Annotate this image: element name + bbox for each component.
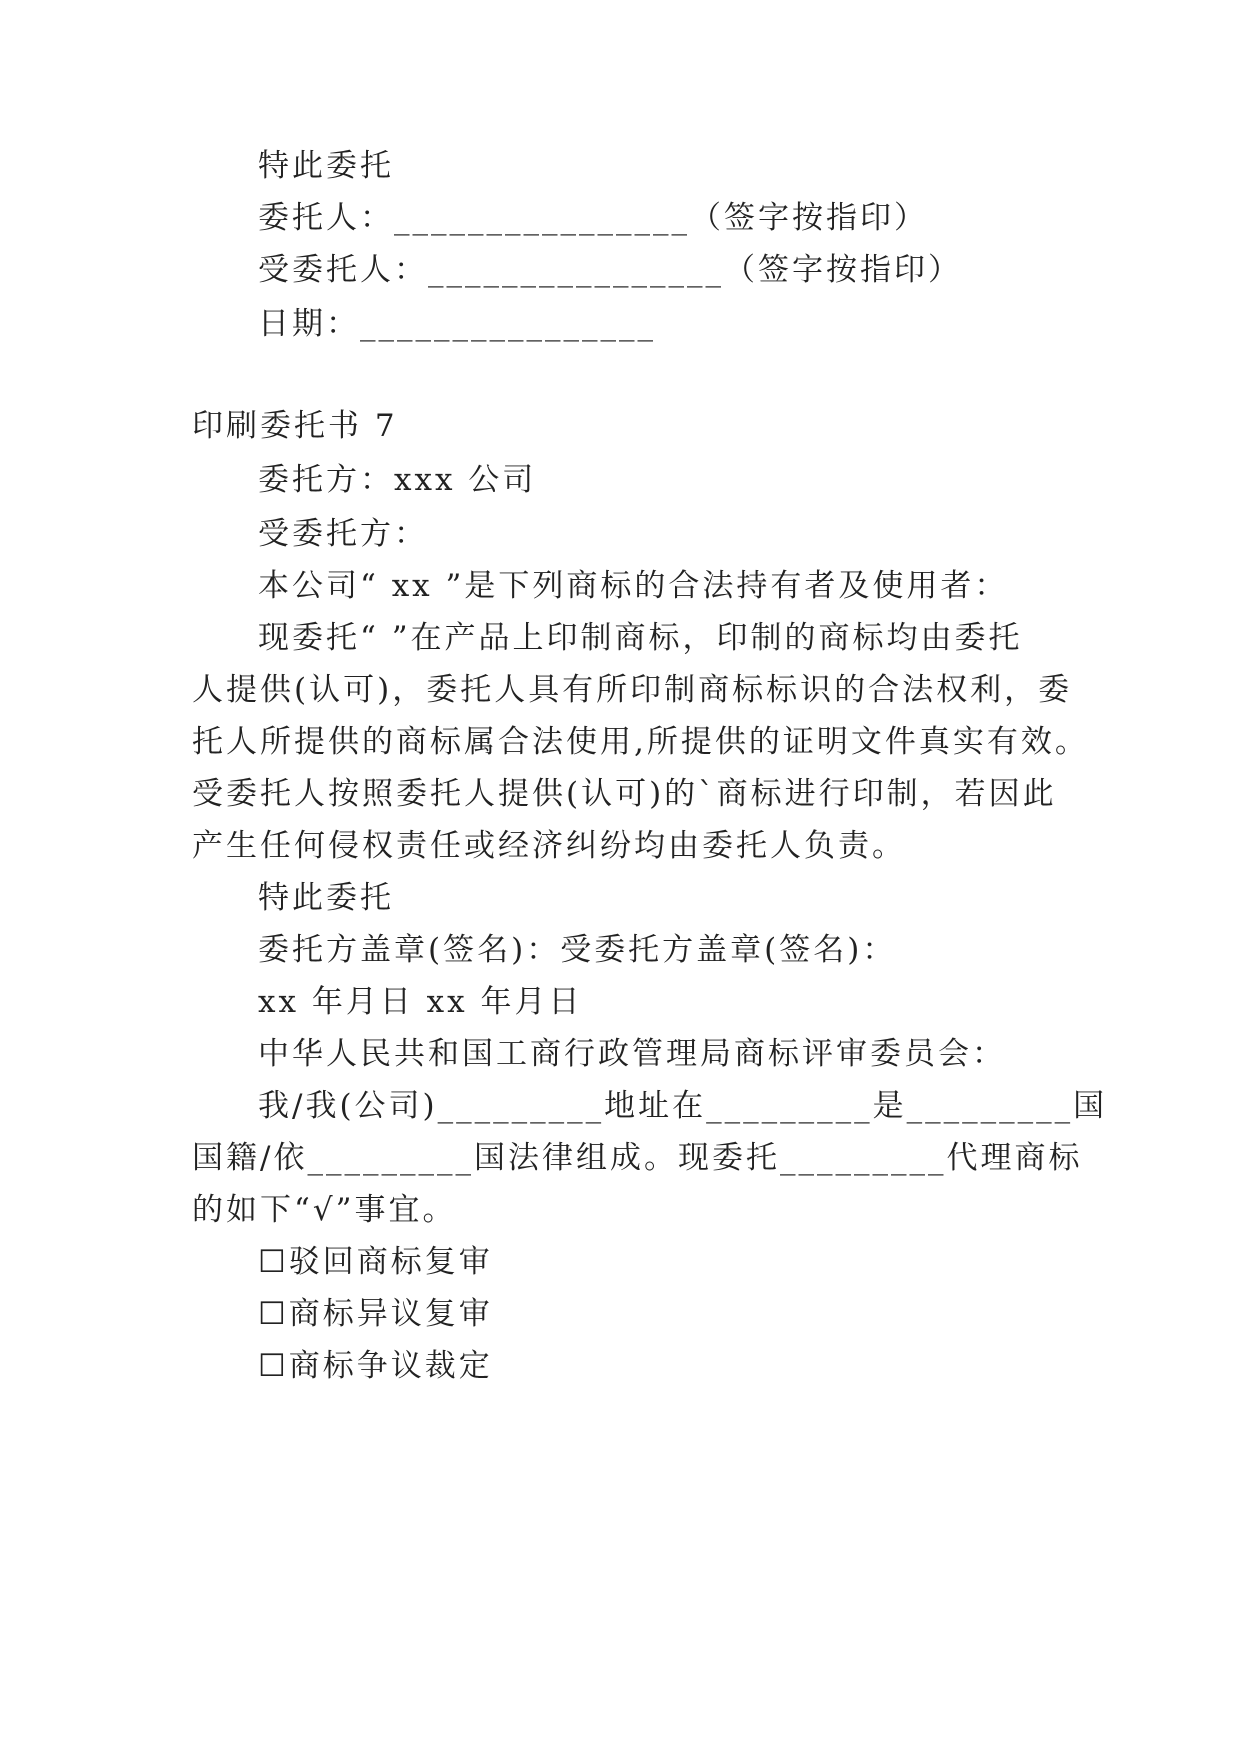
date-line: xx 年月日 xx 年月日 bbox=[258, 984, 583, 1020]
body-paragraph-line: 受委托人按照委托人提供(认可)的`商标进行印制，若因此 bbox=[192, 776, 1057, 812]
ownership-statement: 本公司“ xx ”是下列商标的合法持有者及使用者： bbox=[258, 568, 1009, 604]
body-paragraph-line: 国籍/依_________国法律组成。现委托_________代理商标 bbox=[192, 1140, 1083, 1176]
section-title: 印刷委托书 7 bbox=[192, 408, 398, 444]
body-paragraph-line: 产生任何侵权责任或经济纠纷均由委托人负责。 bbox=[192, 828, 906, 864]
agent-party: 受委托方： bbox=[258, 516, 428, 552]
checkbox-option: ☐驳回商标复审 bbox=[258, 1244, 493, 1280]
body-paragraph-line: 我/我(公司)_________地址在_________是_________国 bbox=[258, 1088, 1108, 1124]
body-paragraph-line: 现委托“ ”在产品上印制商标，印制的商标均由委托 bbox=[258, 620, 1023, 656]
agent-signature-line: 受委托人：________________（签字按指印） bbox=[258, 252, 962, 288]
body-paragraph-line: 托人所提供的商标属合法使用,所提供的证明文件真实有效。 bbox=[192, 724, 1089, 760]
closing-text: 特此委托 bbox=[258, 148, 394, 184]
closing-text: 特此委托 bbox=[258, 880, 394, 916]
principal-signature-line: 委托人：________________（签字按指印） bbox=[258, 200, 928, 236]
addressee-line: 中华人民共和国工商行政管理局商标评审委员会： bbox=[258, 1036, 1006, 1072]
seal-signature-line: 委托方盖章(签名)：受委托方盖章(签名)： bbox=[258, 932, 897, 968]
body-paragraph-line: 人提供(认可)，委托人具有所印制商标标识的合法权利，委 bbox=[192, 672, 1073, 708]
date-line: 日期：________________ bbox=[258, 306, 656, 342]
checkbox-option: ☐商标争议裁定 bbox=[258, 1348, 493, 1384]
checkbox-option: ☐商标异议复审 bbox=[258, 1296, 493, 1332]
principal-party: 委托方：xxx 公司 bbox=[258, 462, 537, 498]
body-paragraph-line: 的如下“√”事宜。 bbox=[192, 1192, 457, 1228]
